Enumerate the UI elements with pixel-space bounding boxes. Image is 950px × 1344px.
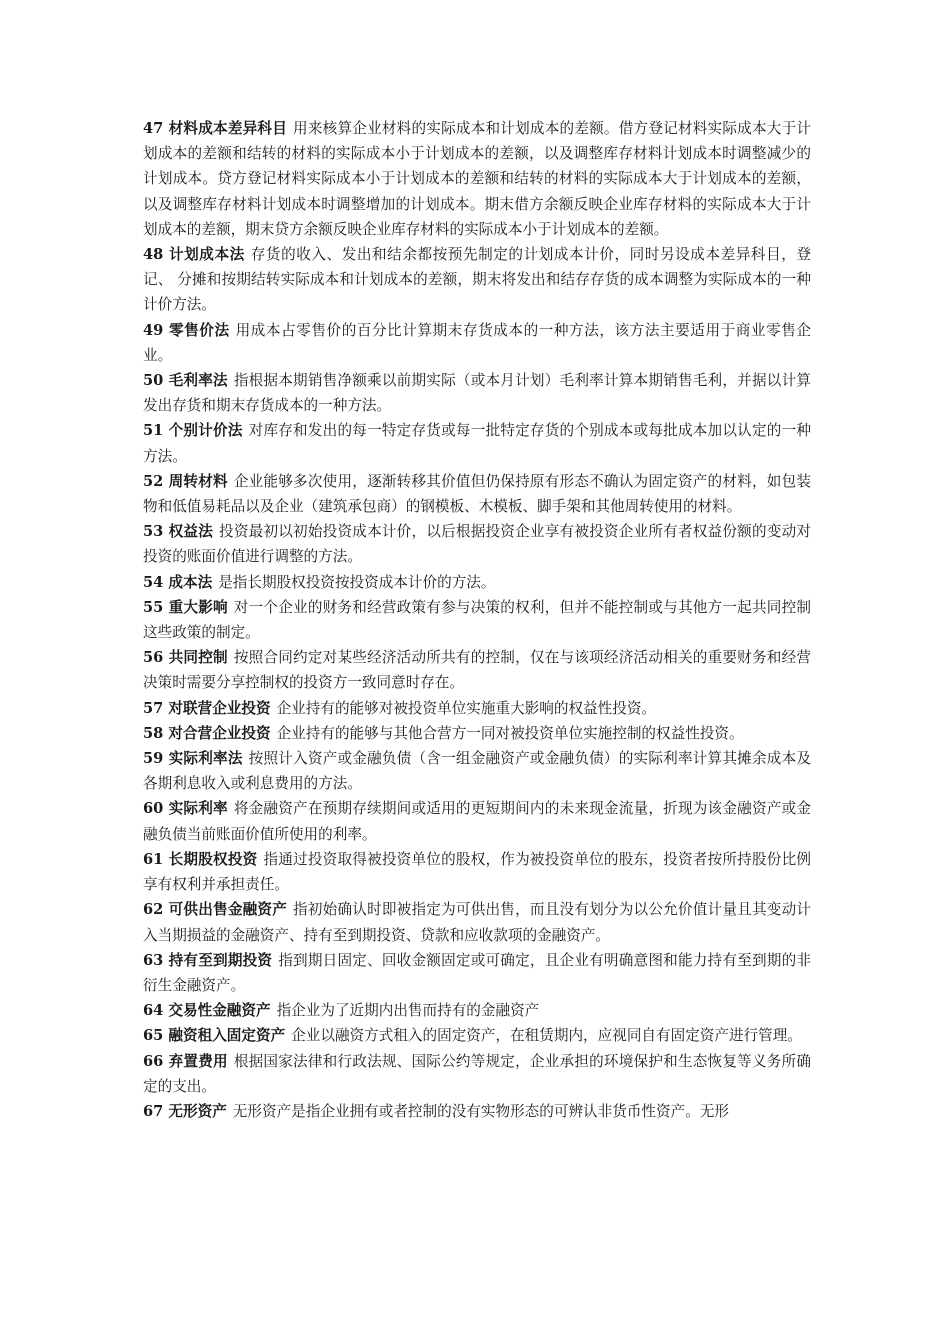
entry-number: 62 (143, 901, 164, 919)
entry-term-name: 融资租入固定资产 (168, 1027, 286, 1045)
entry-term (143, 422, 243, 439)
glossary-entry (143, 998, 811, 1023)
entry-term (143, 523, 213, 540)
glossary-entry (143, 519, 811, 569)
glossary-entry (143, 796, 811, 846)
glossary-entry (143, 116, 811, 242)
entry-term-name: 权益法 (168, 523, 214, 541)
entry-definition: 企业持有的能够与其他合营方一同对被投资单位实施控制的权益性投资。 (276, 724, 744, 742)
glossary-entry (143, 696, 811, 721)
entry-term-name: 可供出售金融资产 (168, 901, 288, 919)
entry-definition: 用成本占零售价的百分比计算期末存货成本的一种方法，该方法主要适用于商业零售企业。 (143, 321, 811, 364)
entry-term (143, 1002, 271, 1019)
entry-definition: 企业以融资方式租入的固定资产，在租赁期内，应视同自有固定资产进行管理。 (291, 1027, 802, 1045)
entry-number: 48 (143, 246, 164, 264)
entry-number: 55 (143, 598, 164, 616)
entry-term (143, 1053, 228, 1070)
entry-term (143, 901, 287, 918)
entry-term (143, 700, 271, 717)
glossary-entry (143, 469, 811, 519)
entry-definition: 根据国家法律和行政法规、国际公约等规定，企业承担的环境保护和生态恢复等义务所确定的支出。 (143, 1052, 811, 1095)
entry-number: 66 (143, 1052, 164, 1070)
entry-term-name: 重大影响 (168, 598, 228, 616)
entry-term-name: 长期股权投资 (168, 850, 258, 868)
entry-definition: 是指长期股权投资按投资成本计价的方法。 (218, 573, 496, 591)
entry-term-name: 对联营企业投资 (168, 699, 271, 717)
entry-definition: 存货的收入、发出和结余都按预先制定的计划成本计价，同时另设成本差异科目，登记、 分摊和按期结转实际成本和计划成本的差额，期末将发出和结存存货的成本调整为实际成本的一种计价方法。 (143, 246, 811, 314)
entry-term (143, 725, 271, 742)
glossary-body (143, 116, 811, 1124)
entry-term-name: 实际利率 (168, 800, 228, 818)
entry-term-name: 持有至到期投资 (168, 951, 273, 969)
entry-number: 57 (143, 699, 164, 717)
entry-number: 47 (143, 120, 164, 137)
entry-number: 54 (143, 573, 164, 591)
entry-term-name: 毛利率法 (168, 372, 228, 390)
entry-term-name: 零售价法 (168, 321, 230, 339)
glossary-entry (143, 368, 811, 418)
entry-number: 52 (143, 472, 164, 490)
entry-definition: 投资最初以初始投资成本计价，以后根据投资企业享有被投资企业所有者权益份额的变动对投资的账面价值进行调整的方法。 (143, 523, 811, 566)
entry-term (143, 246, 245, 263)
glossary-entry (143, 948, 811, 998)
entry-number: 64 (143, 1002, 164, 1020)
entry-definition: 对库存和发出的每一特定存货或每一批特定存货的个别成本或每批成本加以认定的一种方法。 (143, 422, 811, 465)
entry-term (143, 649, 228, 666)
entry-number: 51 (143, 422, 164, 440)
glossary-entry (143, 242, 811, 318)
glossary-entry (143, 570, 811, 595)
entry-definition: 无形资产是指企业拥有或者控制的没有实物形态的可辨认非货币性资产。无形 (232, 1102, 729, 1120)
glossary-entry (143, 721, 811, 746)
entry-definition: 企业持有的能够对被投资单位实施重大影响的权益性投资。 (276, 699, 657, 717)
entry-definition: 指到期日固定、回收金额固定或可确定，且企业有明确意图和能力持有至到期的非衍生金融资产。 (143, 951, 811, 994)
entry-term-name: 对合营企业投资 (168, 724, 271, 742)
entry-term (143, 1027, 285, 1044)
entry-term (143, 800, 228, 817)
entry-number: 61 (143, 850, 164, 868)
entry-definition: 指初始确认时即被指定为可供出售，而且没有划分为以公允价值计量且其变动计入当期损益的金融资产、持有至到期投资、贷款和应收款项的金融资产。 (143, 901, 811, 944)
glossary-entry (143, 645, 811, 695)
entry-term-name: 弃置费用 (168, 1052, 228, 1070)
glossary-entry (143, 1049, 811, 1099)
entry-definition: 企业能够多次使用，逐渐转移其价值但仍保持原有形态不确认为固定资产的材料，如包装物和低值易耗品以及企业（建筑承包商）的钢模板、木模板、脚手架和其他周转使用的材料。 (143, 472, 811, 516)
entry-term-name: 材料成本差异科目 (168, 120, 288, 137)
entry-number: 60 (143, 800, 164, 818)
entry-term (143, 322, 230, 339)
entry-term-name: 计划成本法 (168, 246, 245, 264)
entry-term-name: 无形资产 (168, 1102, 227, 1120)
entry-term (143, 574, 212, 591)
glossary-entry (143, 1023, 811, 1048)
glossary-entry (143, 746, 811, 796)
entry-definition: 对一个企业的财务和经营政策有参与决策的权利，但并不能控制或与其他方一起共同控制这些政策的制定。 (143, 598, 811, 642)
entry-definition: 按照合同约定对某些经济活动所共有的控制，仅在与该项经济活动相关的重要财务和经营决策时需要分享控制权的投资方一致同意时存在。 (143, 649, 811, 692)
entry-number: 67 (143, 1102, 164, 1120)
entry-term-name: 个别计价法 (168, 422, 243, 440)
entry-term-name: 共同控制 (168, 649, 228, 667)
entry-term-name: 成本法 (168, 573, 213, 591)
entry-number: 63 (143, 951, 164, 969)
entry-term (143, 599, 228, 616)
entry-term (143, 952, 272, 969)
entry-definition: 将金融资产在预期存续期间或适用的更短期间内的未来现金流量，折现为该金融资产或金融负债当前账面价值所使用的利率。 (143, 800, 811, 843)
entry-term (143, 1103, 227, 1120)
glossary-entry (143, 318, 811, 368)
entry-definition: 指企业为了近期内出售而持有的金融资产 (276, 1002, 540, 1020)
entry-number: 58 (143, 724, 164, 742)
glossary-entry (143, 418, 811, 468)
entry-term (143, 750, 243, 767)
entry-number: 65 (143, 1027, 164, 1045)
entry-number: 59 (143, 750, 164, 768)
entry-definition: 指根据本期销售净额乘以前期实际（或本月计划）毛利率计算本期销售毛利，并据以计算发出存货和期末存货成本的一种方法。 (143, 372, 811, 415)
glossary-entry (143, 595, 811, 645)
entry-definition: 用来核算企业材料的实际成本和计划成本的差额。借方登记材料实际成本大于计划成本的差额和结转的材料的实际成本小于计划成本的差额，以及调整库存材料计划成本时调整减少的计划成本。贷方登记材料实际成本小于计划成本的差额和结转的材料的实际成本大于计划成本的差额，以及调整库存材料计划成本时调整增加的计划成本。期末借方余额反映企业库存材料的实际成本大于计划成本的差额，期末贷方余额反映企业库存材料的实际成本小于计划成本的差额。 (143, 120, 811, 238)
entry-term (143, 851, 257, 868)
entry-number: 49 (143, 321, 164, 339)
entry-term (143, 120, 287, 137)
entry-number: 56 (143, 649, 164, 667)
glossary-entry (143, 897, 811, 947)
entry-number: 53 (143, 523, 164, 541)
entry-term (143, 372, 228, 389)
entry-definition: 按照计入资产或金融负债（含一组金融资产或金融负债）的实际利率计算其摊余成本及各期利息收入或利息费用的方法。 (143, 750, 811, 793)
glossary-entry (143, 1099, 811, 1124)
entry-term-name: 交易性金融资产 (168, 1002, 271, 1020)
entry-term-name: 周转材料 (168, 472, 228, 490)
entry-number: 50 (143, 372, 164, 390)
entry-term (143, 473, 228, 490)
entry-definition: 指通过投资取得被投资单位的股权，作为被投资单位的股东，投资者按所持股份比例享有权利并承担责任。 (143, 850, 811, 894)
glossary-entry (143, 847, 811, 897)
entry-term-name: 实际利率法 (168, 750, 243, 768)
